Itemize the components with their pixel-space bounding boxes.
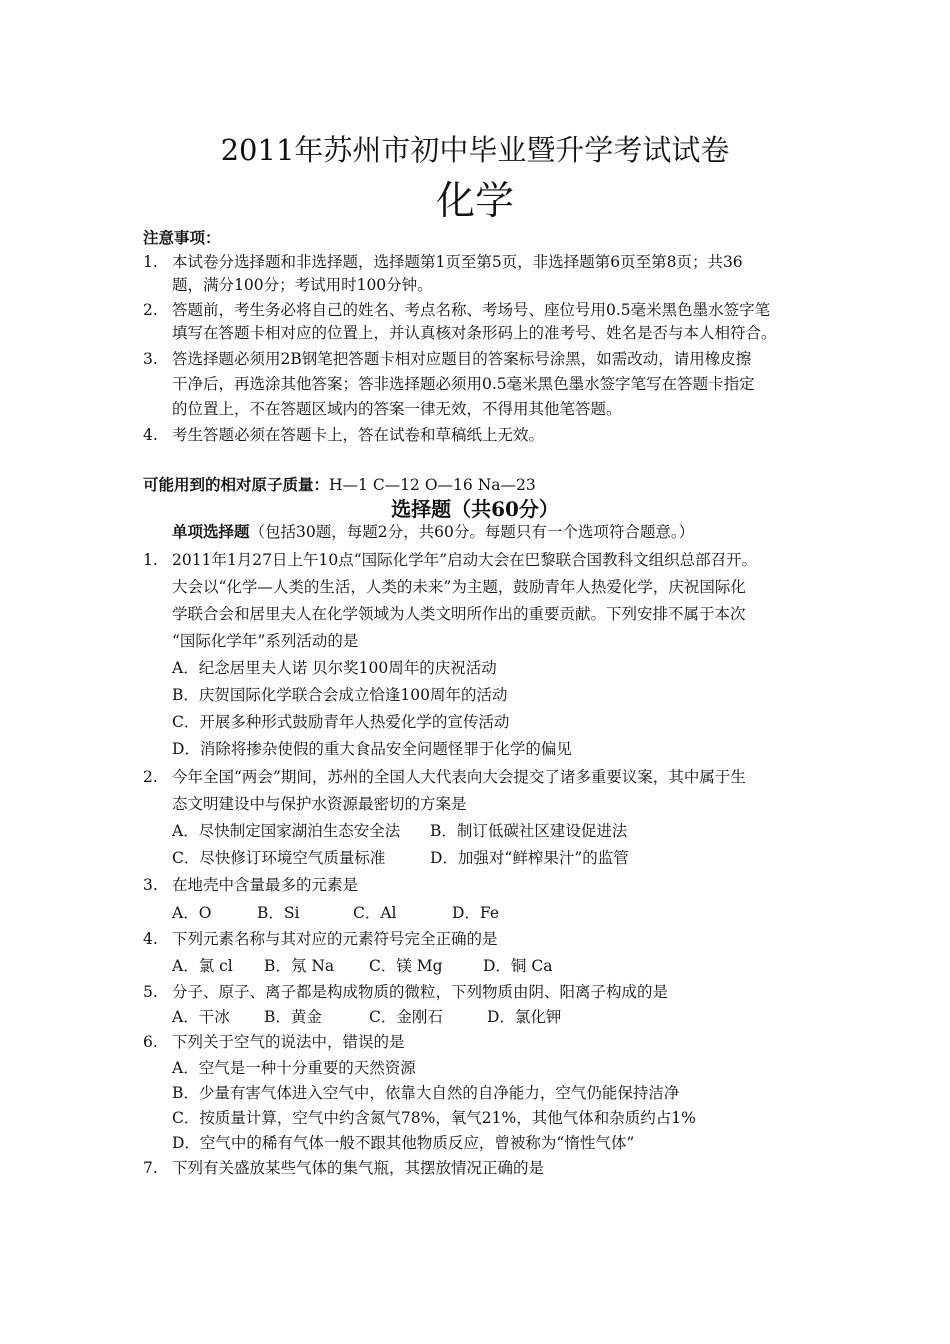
q3-option-b: B．Si bbox=[257, 904, 300, 922]
notice-heading: 注意事项： bbox=[143, 228, 221, 247]
notice-item-1-num: 1. bbox=[143, 253, 158, 271]
atomic-mass-label: 可能用到的相对原子质量： bbox=[143, 475, 330, 494]
q6-num: 6. bbox=[143, 1033, 158, 1051]
q2-stem-line-1: 今年全国“两会”期间，苏州的全国人大代表向大会提交了诸多重要议案，其中属于生 bbox=[172, 768, 746, 786]
q2-option-d: D．加强对“鲜榨果汁”的监管 bbox=[430, 849, 629, 867]
section-instruction bbox=[172, 521, 694, 543]
q6-option-d: D．空气中的稀有气体一般不跟其他物质反应，曾被称为“惰性气体” bbox=[172, 1134, 635, 1152]
q5-option-a: A．干冰 bbox=[172, 1008, 230, 1026]
q1-num: 1. bbox=[143, 551, 158, 569]
q2-num: 2. bbox=[143, 768, 158, 786]
q7-stem: 下列有关盛放某些气体的集气瓶，其摆放情况正确的是 bbox=[172, 1159, 545, 1177]
q3-option-d: D．Fe bbox=[452, 904, 500, 922]
q3-option-a: A．O bbox=[172, 904, 212, 922]
atomic-mass-line bbox=[143, 474, 536, 496]
atomic-mass-values: H—1 C—12 O—16 Na—23 bbox=[329, 476, 536, 494]
notice-item-3-line-3: 的位置上，不在答题区域内的答案一律无效，不得用其他笔答题。 bbox=[172, 400, 622, 418]
section-instruction-text: （包括30题，每题2分，共60分。每题只有一个选项符合题意。） bbox=[249, 523, 695, 541]
q4-num: 4. bbox=[143, 930, 158, 948]
q3-option-c: C．Al bbox=[353, 904, 397, 922]
q5-option-b: B．黄金 bbox=[264, 1008, 322, 1026]
q2-option-a: A．尽快制定国家湖泊生态安全法 bbox=[172, 822, 401, 840]
notice-item-3-line-1: 答选择题必须用2B钢笔把答题卡相对应题目的答案标号涂黑，如需改动，请用橡皮擦 bbox=[172, 350, 752, 368]
exam-subject: 化学 bbox=[435, 179, 514, 224]
q4-option-c: C．镁 Mg bbox=[369, 957, 443, 975]
notice-item-4-num: 4. bbox=[143, 426, 158, 444]
notice-item-3-num: 3. bbox=[143, 350, 158, 368]
q5-option-d: D．氯化钾 bbox=[487, 1008, 562, 1026]
exam-title: 2011年苏州市初中毕业暨升学考试试卷 bbox=[220, 133, 730, 167]
q5-num: 5. bbox=[143, 983, 158, 1001]
q6-stem: 下列关于空气的说法中，错误的是 bbox=[172, 1033, 405, 1051]
notice-item-2-line-2: 填写在答题卡相对应的位置上，并认真核对条形码上的准考号、姓名是否与本人相符合。 bbox=[172, 324, 777, 342]
q5-option-c: C．金刚石 bbox=[369, 1008, 443, 1026]
notice-item-1-line-1: 本试卷分选择题和非选择题，选择题第1页至第5页，非选择题第6页至第8页；共36 bbox=[172, 253, 743, 271]
q6-option-c: C．按质量计算，空气中约含氮气78%，氧气21%，其他气体和杂质约占1% bbox=[172, 1109, 696, 1127]
notice-item-4-line-1: 考生答题必须在答题卡上，答在试卷和草稿纸上无效。 bbox=[172, 426, 545, 444]
q7-num: 7. bbox=[143, 1159, 158, 1177]
q4-option-a: A．氯 cl bbox=[172, 957, 233, 975]
notice-item-2-line-1: 答题前，考生务必将自己的姓名、考点名称、考场号、座位号用0.5毫米黑色墨水签字笔 bbox=[172, 301, 771, 319]
q1-option-d: D．消除将掺杂使假的重大食品安全问题怪罪于化学的偏见 bbox=[172, 740, 572, 758]
q1-stem-line-3: 学联合会和居里夫人在化学领域为人类文明所作出的重要贡献。下列安排不属于本次 bbox=[172, 605, 746, 623]
q3-num: 3. bbox=[143, 876, 158, 894]
q1-option-b: B．庆贺国际化学联合会成立恰逢100周年的活动 bbox=[172, 686, 508, 704]
q3-stem: 在地壳中含量最多的元素是 bbox=[172, 876, 359, 894]
q6-option-b: B．少量有害气体进入空气中，依靠大自然的自净能力，空气仍能保持洁净 bbox=[172, 1084, 680, 1102]
section-instruction-type: 单项选择题 bbox=[172, 522, 250, 541]
section-heading: 选择题（共60分） bbox=[391, 497, 559, 521]
q5-stem: 分子、原子、离子都是构成物质的微粒，下列物质由阴、阳离子构成的是 bbox=[172, 983, 669, 1001]
q4-stem: 下列元素名称与其对应的元素符号完全正确的是 bbox=[172, 930, 498, 948]
q2-stem-line-2: 态文明建设中与保护水资源最密切的方案是 bbox=[172, 795, 467, 813]
q4-option-b: B．氖 Na bbox=[264, 957, 335, 975]
notice-item-3-line-2: 干净后，再选涂其他答案；答非选择题必须用0.5毫米黑色墨水签字笔写在答题卡指定 bbox=[172, 375, 755, 393]
notice-item-2-num: 2. bbox=[143, 301, 158, 319]
q4-option-d: D．铜 Ca bbox=[483, 957, 553, 975]
notice-item-1-line-2: 题，满分100分；考试用时100分钟。 bbox=[172, 276, 433, 294]
q1-stem-line-2: 大会以“化学—人类的生活，人类的未来”为主题，鼓励青年人热爱化学，庆祝国际化 bbox=[172, 578, 746, 596]
q1-option-a: A．纪念居里夫人诺 贝尔奖100周年的庆祝活动 bbox=[172, 659, 497, 677]
q1-option-c: C．开展多种形式鼓励青年人热爱化学的宣传活动 bbox=[172, 713, 510, 731]
q1-stem-line-1: 2011年1月27日上午10点“国际化学年”启动大会在巴黎联合国教科文组织总部召开。 bbox=[172, 551, 758, 569]
q2-option-c: C．尽快修订环境空气质量标准 bbox=[172, 849, 386, 867]
q1-stem-line-4: “国际化学年”系列活动的是 bbox=[172, 632, 359, 650]
q6-option-a: A．空气是一种十分重要的天然资源 bbox=[172, 1059, 416, 1077]
q2-option-b: B．制订低碳社区建设促进法 bbox=[430, 822, 628, 840]
